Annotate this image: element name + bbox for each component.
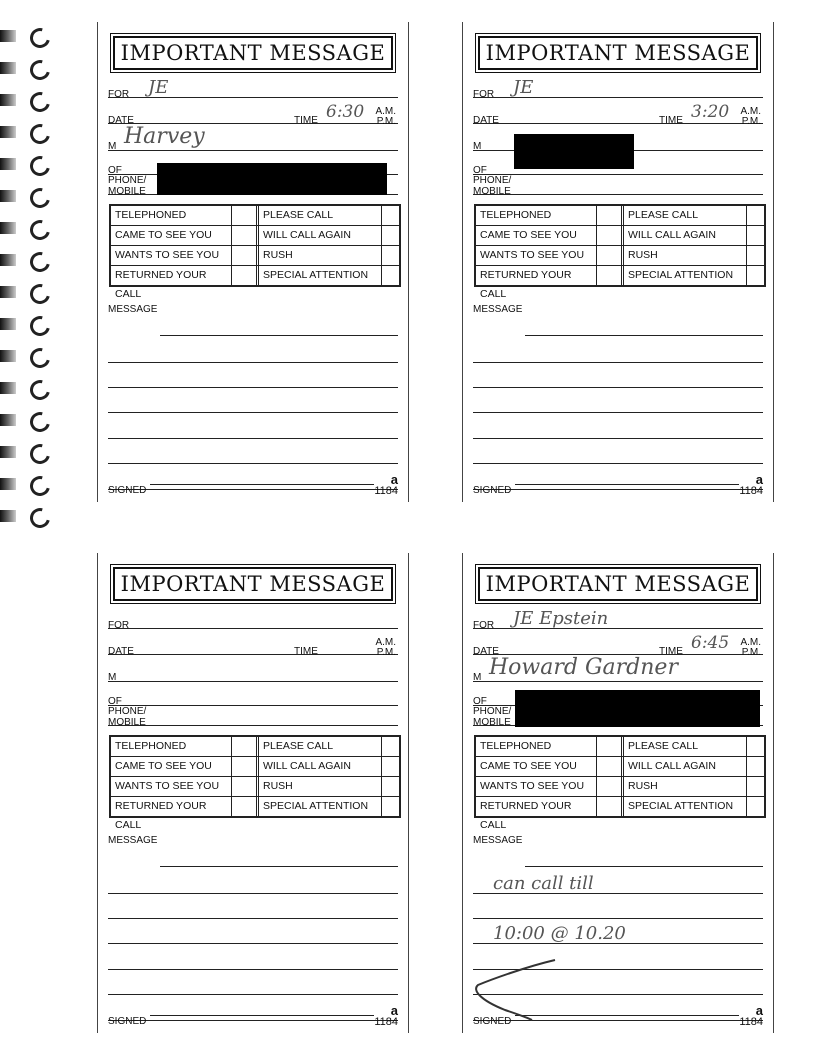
status-checklist — [109, 204, 401, 300]
checkbox-left[interactable] — [232, 206, 259, 225]
binding-spine — [0, 382, 16, 394]
message-line — [108, 443, 398, 464]
signed-line — [515, 484, 739, 485]
checklist-row — [476, 246, 764, 266]
check-label-right: RUSH — [624, 246, 747, 265]
checkbox-right[interactable] — [382, 226, 399, 245]
binding-ring — [26, 88, 53, 115]
checkbox-left[interactable] — [232, 266, 259, 285]
check-label-right: PLEASE CALL — [624, 206, 747, 225]
message-line — [108, 949, 398, 970]
of-label: OF — [473, 696, 487, 707]
binding-ring — [26, 344, 53, 371]
signed-line — [150, 484, 374, 485]
am-label: A.M. — [740, 106, 761, 117]
of-label: OF — [108, 696, 122, 707]
checklist-row — [476, 206, 764, 226]
check-label-left: CAME TO SEE YOU — [476, 757, 597, 776]
checkbox-right[interactable] — [747, 757, 764, 776]
binding-spine — [0, 478, 16, 490]
m-value: Harvey — [124, 124, 205, 149]
checkbox-left[interactable] — [597, 797, 624, 816]
form-number: a 1184 — [374, 1003, 398, 1028]
time-value: 3:20 — [691, 102, 730, 122]
checklist-row — [476, 757, 764, 777]
check-label-right: SPECIAL ATTENTION — [259, 266, 382, 285]
check-label-right: RUSH — [259, 777, 382, 796]
time-label: TIME — [659, 646, 683, 657]
message-line — [160, 846, 398, 867]
checkbox-left[interactable] — [597, 757, 624, 776]
checklist-row — [111, 266, 399, 300]
checkbox-right[interactable] — [382, 266, 399, 285]
time-value: 6:45 — [691, 633, 730, 653]
check-label-left: CAME TO SEE YOU — [111, 757, 232, 776]
message-line — [108, 898, 398, 919]
binding-ring — [26, 376, 53, 403]
m-field — [108, 661, 398, 682]
binding-ring — [26, 408, 53, 435]
checkbox-left[interactable] — [597, 226, 624, 245]
form-number: a 1184 — [739, 1003, 763, 1028]
check-label-right: PLEASE CALL — [259, 206, 382, 225]
binding-ring — [26, 280, 53, 307]
checkbox-left[interactable] — [232, 246, 259, 265]
binding-ring — [26, 24, 53, 51]
checkbox-left[interactable] — [597, 206, 624, 225]
message-line — [108, 1000, 398, 1021]
m-value: Howard Gardner — [489, 655, 678, 680]
message-line — [473, 873, 763, 894]
message-line — [108, 923, 398, 944]
am-label: A.M. — [740, 637, 761, 648]
check-label-right: WILL CALL AGAIN — [259, 757, 382, 776]
message-card-2 — [462, 22, 774, 502]
redaction-block — [514, 134, 634, 169]
binding-spine — [0, 222, 16, 234]
binding-spine — [0, 126, 16, 138]
check-label-right: WILL CALL AGAIN — [624, 226, 747, 245]
signed-label: SIGNED — [108, 485, 147, 496]
binding-spine — [0, 286, 16, 298]
form-number: a 1184 — [374, 472, 398, 497]
check-label-right: WILL CALL AGAIN — [259, 226, 382, 245]
checkbox-left[interactable] — [597, 777, 624, 796]
binding-ring — [26, 504, 53, 531]
check-label-right: WILL CALL AGAIN — [624, 757, 747, 776]
card-title: IMPORTANT MESSAGE — [113, 567, 393, 601]
of-field — [108, 685, 398, 706]
checklist-row — [111, 206, 399, 226]
checklist-row — [476, 797, 764, 831]
spiral-binding — [0, 18, 62, 538]
for-label: FOR — [473, 89, 495, 100]
phone-label: PHONE/ — [108, 175, 147, 186]
checkbox-right[interactable] — [382, 246, 399, 265]
message-label: MESSAGE — [108, 835, 158, 846]
scribble-stroke — [476, 960, 555, 1020]
phone-label: PHONE/ — [473, 706, 512, 717]
message-line — [525, 846, 763, 867]
for-value: JE Epstein — [513, 608, 609, 629]
message-line — [108, 367, 398, 388]
check-label-left: TELEPHONED — [111, 737, 232, 756]
message-card-3 — [97, 553, 409, 1033]
for-label: FOR — [108, 620, 130, 631]
checkbox-right[interactable] — [382, 206, 399, 225]
date-label: DATE — [108, 115, 134, 126]
binding-ring — [26, 248, 53, 275]
checkbox-right[interactable] — [747, 206, 764, 225]
message-line — [473, 898, 763, 919]
message-line — [108, 342, 398, 363]
card-title: IMPORTANT MESSAGE — [478, 36, 758, 70]
signed-label: SIGNED — [108, 1016, 147, 1027]
checkbox-right[interactable] — [382, 797, 399, 816]
checkbox-left[interactable] — [232, 797, 259, 816]
checklist-row — [476, 266, 764, 300]
phone-label: PHONE/ — [473, 175, 512, 186]
am-label: A.M. — [375, 106, 396, 117]
redaction-block — [157, 163, 387, 195]
checklist-row — [111, 797, 399, 831]
m-label: M — [473, 672, 482, 683]
pm-label: P.M. — [741, 116, 761, 127]
message-line — [473, 443, 763, 464]
binding-spine — [0, 510, 16, 522]
of-label: OF — [473, 165, 487, 176]
checkbox-left[interactable] — [597, 737, 624, 756]
card-title: IMPORTANT MESSAGE — [113, 36, 393, 70]
check-label-left: WANTS TO SEE YOU — [476, 246, 597, 265]
message-line — [108, 392, 398, 413]
signed-label: SIGNED — [473, 1016, 512, 1027]
check-label-right: PLEASE CALL — [624, 737, 747, 756]
check-label-left: TELEPHONED — [476, 737, 597, 756]
message-line — [473, 923, 763, 944]
check-label-right: SPECIAL ATTENTION — [624, 797, 747, 816]
check-label-left: WANTS TO SEE YOU — [476, 777, 597, 796]
message-text: can call till — [493, 873, 594, 894]
message-line — [473, 392, 763, 413]
checkbox-right[interactable] — [747, 226, 764, 245]
check-label-left: WANTS TO SEE YOU — [111, 246, 232, 265]
date-label: DATE — [473, 646, 499, 657]
for-value: JE — [148, 77, 169, 98]
check-label-right: RUSH — [259, 246, 382, 265]
checkbox-left[interactable] — [597, 246, 624, 265]
binding-spine — [0, 318, 16, 330]
check-label-right: RUSH — [624, 777, 747, 796]
checkbox-left[interactable] — [232, 226, 259, 245]
date-label: DATE — [108, 646, 134, 657]
time-label: TIME — [294, 646, 318, 657]
checklist-row — [476, 777, 764, 797]
binding-ring — [26, 216, 53, 243]
message-line — [473, 367, 763, 388]
checkbox-left[interactable] — [232, 757, 259, 776]
checkbox-right[interactable] — [382, 757, 399, 776]
message-line — [525, 315, 763, 336]
check-label-left: TELEPHONED — [111, 206, 232, 225]
checklist-row — [111, 226, 399, 246]
message-card-1 — [97, 22, 409, 502]
checkbox-right[interactable] — [747, 737, 764, 756]
check-label-left: CAME TO SEE YOU — [111, 226, 232, 245]
checklist-row — [476, 226, 764, 246]
message-line — [108, 873, 398, 894]
phone-label: PHONE/ — [108, 706, 147, 717]
mobile-label: MOBILE — [473, 186, 511, 197]
pm-label: P.M. — [376, 116, 396, 127]
binding-ring — [26, 312, 53, 339]
signed-line — [150, 1015, 374, 1016]
binding-ring — [26, 120, 53, 147]
am-label: A.M. — [375, 637, 396, 648]
date-label: DATE — [473, 115, 499, 126]
checkbox-left[interactable] — [597, 266, 624, 285]
time-value: 6:30 — [326, 102, 365, 122]
message-line — [473, 469, 763, 490]
checkbox-right[interactable] — [747, 797, 764, 816]
mobile-label: MOBILE — [473, 717, 511, 728]
message-label: MESSAGE — [473, 835, 523, 846]
checklist-row — [111, 246, 399, 266]
binding-spine — [0, 350, 16, 362]
checklist-row — [111, 737, 399, 757]
checkbox-right[interactable] — [747, 777, 764, 796]
m-label: M — [108, 672, 117, 683]
status-checklist — [474, 204, 766, 300]
binding-ring — [26, 184, 53, 211]
checkbox-right[interactable] — [747, 246, 764, 265]
for-label: FOR — [473, 620, 495, 631]
check-label-left: TELEPHONED — [476, 206, 597, 225]
message-label: MESSAGE — [108, 304, 158, 315]
form-number: a 1184 — [739, 472, 763, 497]
redaction-block — [515, 690, 760, 727]
for-label: FOR — [108, 89, 130, 100]
message-line — [108, 418, 398, 439]
pen-scribble — [470, 955, 560, 1025]
phone-field — [473, 174, 763, 195]
checklist-row — [476, 737, 764, 757]
binding-ring — [26, 472, 53, 499]
binding-spine — [0, 158, 16, 170]
binding-ring — [26, 56, 53, 83]
time-label: TIME — [659, 115, 683, 126]
binding-spine — [0, 62, 16, 74]
checkbox-right[interactable] — [382, 737, 399, 756]
message-line — [160, 315, 398, 336]
m-label: M — [108, 141, 117, 152]
message-line — [108, 469, 398, 490]
binding-spine — [0, 30, 16, 42]
check-label-right: SPECIAL ATTENTION — [624, 266, 747, 285]
pm-label: P.M. — [376, 647, 396, 658]
checklist-row — [111, 757, 399, 777]
message-line — [473, 342, 763, 363]
binding-spine — [0, 94, 16, 106]
date-field — [108, 634, 398, 655]
message-line — [473, 418, 763, 439]
binding-spine — [0, 446, 16, 458]
binding-spine — [0, 254, 16, 266]
card-title: IMPORTANT MESSAGE — [478, 567, 758, 601]
mobile-label: MOBILE — [108, 186, 146, 197]
binding-spine — [0, 414, 16, 426]
message-label: MESSAGE — [473, 304, 523, 315]
checkbox-left[interactable] — [232, 777, 259, 796]
status-checklist — [474, 735, 766, 831]
message-line — [108, 974, 398, 995]
checkbox-right[interactable] — [747, 266, 764, 285]
binding-ring — [26, 440, 53, 467]
check-label-right: SPECIAL ATTENTION — [259, 797, 382, 816]
binding-ring — [26, 152, 53, 179]
signed-label: SIGNED — [473, 485, 512, 496]
check-label-left: RETURNED YOUR CALL — [476, 266, 597, 285]
checklist-row — [111, 777, 399, 797]
binding-spine — [0, 190, 16, 202]
check-label-left: RETURNED YOUR CALL — [111, 266, 232, 285]
status-checklist — [109, 735, 401, 831]
phone-field — [108, 705, 398, 726]
check-label-left: CAME TO SEE YOU — [476, 226, 597, 245]
for-value: JE — [513, 77, 534, 98]
checkbox-right[interactable] — [382, 777, 399, 796]
check-label-left: RETURNED YOUR CALL — [476, 797, 597, 816]
for-field — [108, 608, 398, 629]
m-label: M — [473, 141, 482, 152]
time-label: TIME — [294, 115, 318, 126]
message-text: 10:00 @ 10.20 — [493, 923, 626, 944]
check-label-right: PLEASE CALL — [259, 737, 382, 756]
check-label-left: RETURNED YOUR CALL — [111, 797, 232, 816]
checkbox-left[interactable] — [232, 737, 259, 756]
check-label-left: WANTS TO SEE YOU — [111, 777, 232, 796]
of-label: OF — [108, 165, 122, 176]
mobile-label: MOBILE — [108, 717, 146, 728]
pm-label: P.M. — [741, 647, 761, 658]
